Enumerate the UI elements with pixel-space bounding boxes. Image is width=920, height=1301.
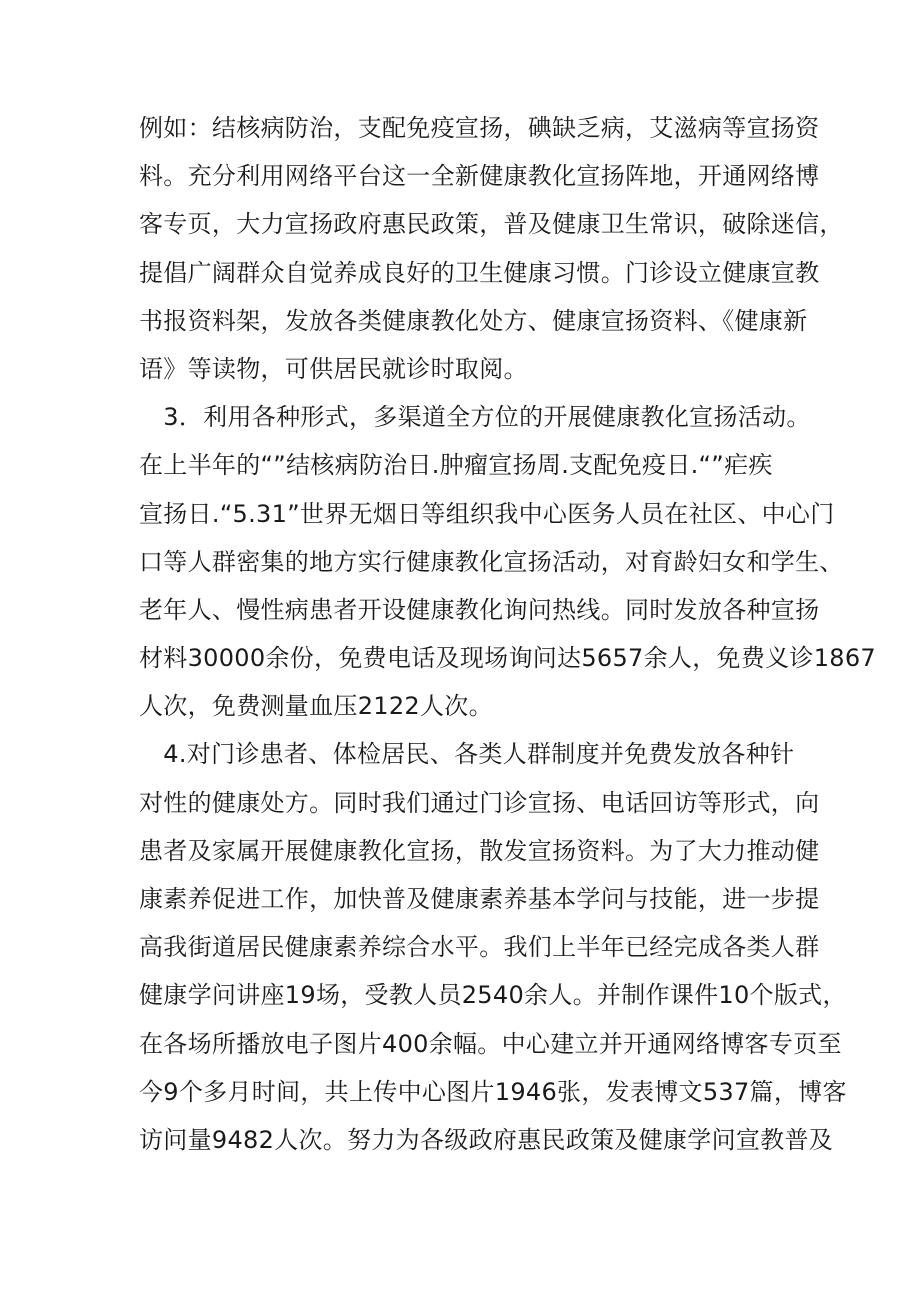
text-line-11: 老年人、慢性病患者开设健康教化询问热线。同时发放各种宣扬	[139, 595, 820, 624]
text-line-12: 材料30000余份，免费电话及现场询问达5657余人，免费义诊1867	[139, 644, 877, 673]
text-line-14: 4.对门诊患者、体检居民、各类人群制度并免费发放各种针	[139, 740, 795, 769]
text-line-19: 健康学问讲座19场，受教人员2540余人。并制作课件10个版式，	[139, 981, 847, 1010]
text-line-10: 口等人群密集的地方实行健康教化宣扬活动，对育龄妇女和学生、	[139, 547, 844, 576]
text-line-1: 例如：结核病防治，支配免疫宣扬，碘缺乏病，艾滋病等宣扬资	[139, 114, 820, 142]
text-line-22: 访问量9482人次。努力为各级政府惠民政策及健康学问宣教普及	[139, 1125, 834, 1154]
text-line-17: 康素养促进工作，加快普及健康素养基本学问与技能，进一步提	[139, 885, 820, 913]
text-line-15: 对性的健康处方。同时我们通过门诊宣扬、电话回访等形式，向	[139, 788, 820, 817]
body-text	[139, 104, 877, 1164]
text-line-4: 提倡广阔群众自觉养成良好的卫生健康习惯。门诊设立健康宣教	[139, 258, 820, 287]
text-line-20: 在各场所播放电子图片400余幅。中心建立并开通网络博客专页至	[139, 1029, 842, 1058]
text-line-9: 宣扬日.“5.31”世界无烟日等组织我中心医务人员在社区、中心门	[139, 499, 835, 528]
text-line-5: 书报资料架，发放各类健康教化处方、健康宣扬资料、《健康新	[139, 306, 808, 335]
text-line-16: 患者及家属开展健康教化宣扬，散发宣扬资料。为了大力推动健	[139, 836, 820, 865]
text-line-2: 料。充分利用网络平台这一全新健康教化宣扬阵地，开通网络博	[139, 162, 820, 191]
text-line-3: 客专页，大力宣扬政府惠民政策，普及健康卫生常识，破除迷信，	[139, 210, 844, 239]
text-line-6: 语》等读物，可供居民就诊时取阅。	[139, 354, 528, 383]
text-line-13: 人次，免费测量血压2122人次。	[139, 692, 493, 721]
text-line-7: 3．利用各种形式，多渠道全方位的开展健康教化宣扬活动。	[139, 403, 811, 432]
text-line-18: 高我街道居民健康素养综合水平。我们上半年已经完成各类人群	[139, 933, 820, 962]
text-line-8: 在上半年的“”结核病防治日.肿瘤宣扬周.支配免疫日.“”疟疾	[139, 451, 773, 480]
text-line-21: 今9个多月时间，共上传中心图片1946张，发表博文537篇，博客	[139, 1077, 847, 1106]
